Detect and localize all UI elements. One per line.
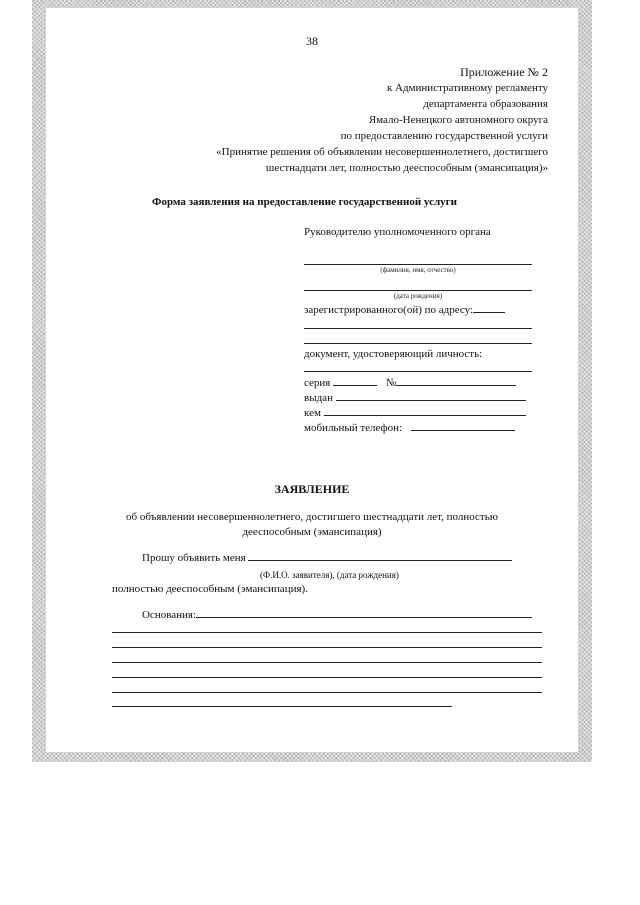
name-caption: (фамилия, имя, отчество) <box>380 266 456 274</box>
by-whom-line <box>324 405 526 416</box>
issued-label: выдан <box>304 392 333 404</box>
appendix-line: департамента образования <box>423 98 548 110</box>
by-whom-label: кем <box>304 407 321 419</box>
phone-line <box>411 420 515 431</box>
address-line <box>473 302 505 313</box>
grounds-line <box>196 607 532 618</box>
number-line <box>396 375 516 386</box>
appendix-line: по предоставлению государственной услуги <box>340 130 548 142</box>
grounds-label: Основания: <box>142 609 197 621</box>
page-number: 38 <box>306 34 318 48</box>
birth-caption: (дата рождения) <box>393 292 443 300</box>
grounds-line <box>112 706 452 707</box>
grounds-line <box>112 647 542 648</box>
address-line <box>304 343 532 344</box>
document-page <box>46 8 578 752</box>
request-text: Прошу объявить меня <box>142 552 246 564</box>
appendix-line: к Административному регламенту <box>386 82 548 94</box>
series-label: серия <box>304 377 331 389</box>
issued-line <box>336 390 526 401</box>
applicant-line <box>248 550 512 561</box>
appendix-line: Ямало-Ненецкого автономного округа <box>368 114 548 126</box>
phone-row <box>304 420 515 435</box>
grounds-line <box>112 632 542 633</box>
statement-subject: об объявлении несовершеннолетнего, достигшего шестнадцати лет, полностью <box>126 511 498 523</box>
name-line <box>304 264 532 265</box>
grounds-line <box>112 677 542 678</box>
form-title: Форма заявления на предоставление государственной услуги <box>152 196 457 208</box>
id-document-line <box>304 371 532 372</box>
series-row <box>304 375 516 390</box>
request-end: полностью дееспособным (эмансипация). <box>112 583 308 595</box>
grounds-line <box>112 692 542 693</box>
issued-row <box>304 390 526 405</box>
phone-label: мобильный телефон: <box>304 422 403 434</box>
id-document-label: документ, удостоверяющий личность: <box>304 348 483 360</box>
statement-heading: ЗАЯВЛЕНИЕ <box>274 482 350 496</box>
registered-label <box>304 302 505 317</box>
grounds-row <box>142 607 532 622</box>
appendix-line: «Принятие решения об объявлении несовершеннолетнего, достигшего <box>216 146 548 158</box>
request-row <box>142 550 512 565</box>
appendix-line: шестнадцати лет, полностью дееспособным (эмансипация)» <box>265 162 548 174</box>
request-caption: (Ф.И.О. заявителя), (дата рождения) <box>260 570 399 580</box>
statement-subject: дееспособным (эмансипация) <box>242 526 382 538</box>
series-line <box>333 375 377 386</box>
number-label: № <box>385 377 397 389</box>
by-whom-row <box>304 405 526 420</box>
appendix-title: Приложение № 2 <box>460 65 548 79</box>
birth-line <box>304 290 532 291</box>
grounds-line <box>112 662 542 663</box>
addressee-to: Руководителю уполномоченного органа <box>304 226 491 238</box>
registered-text: зарегистрированного(ой) по адресу: <box>304 304 474 316</box>
address-line <box>304 328 532 329</box>
